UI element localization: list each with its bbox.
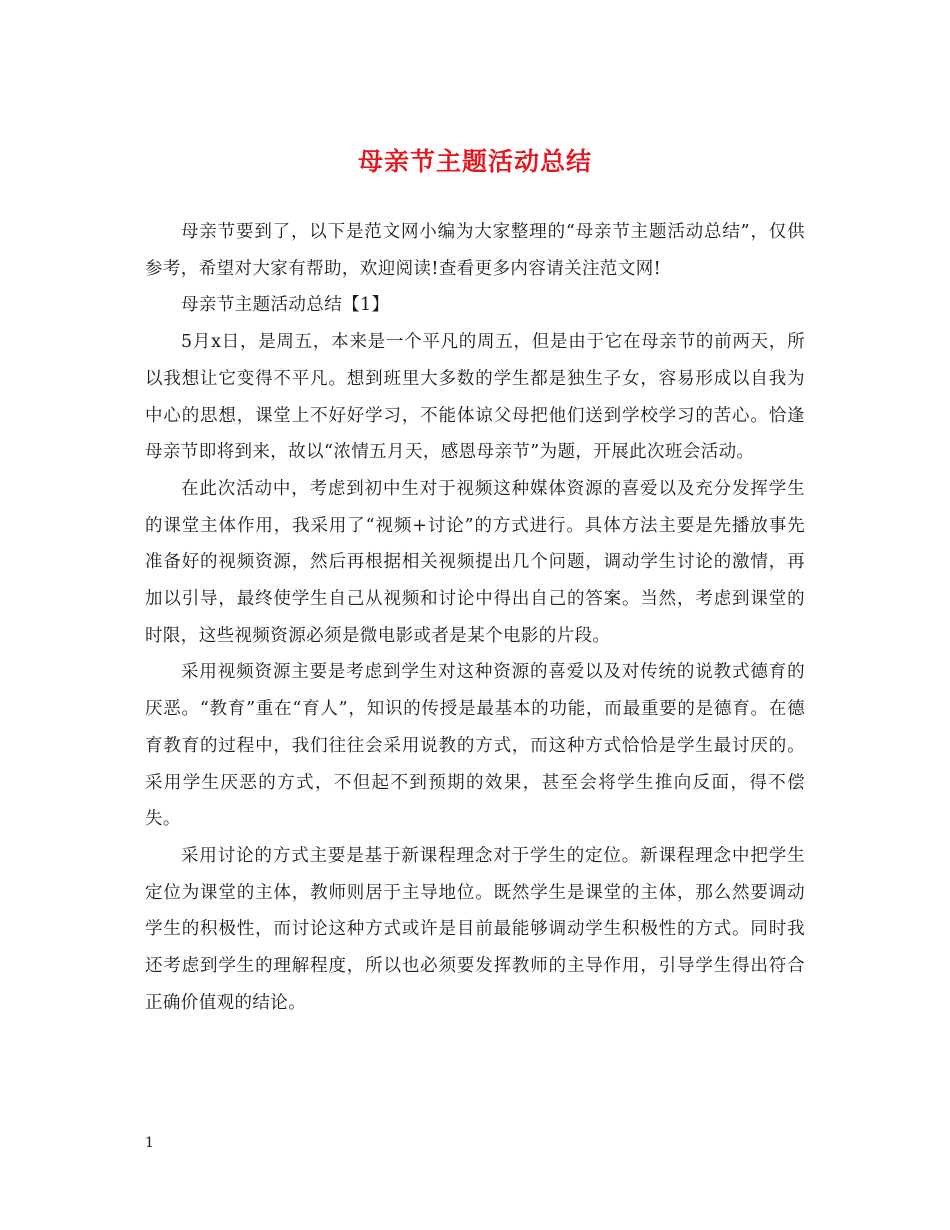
section-heading: 母亲节主题活动总结【1】 — [181, 295, 390, 316]
paragraph-intro: 母亲节要到了，以下是范文网小编为大家整理的“母亲节主题活动总结”，仅供参考，希望对大家有帮助，欢迎阅读!查看更多内容请关注范文网! — [145, 222, 805, 279]
paragraph-4: 采用讨论的方式主要是基于新课程理念对于学生的定位。新课程理念中把学生定位为课堂的主体，教师则居于主导地位。既然学生是课堂的主体，那么然要调动学生的积极性，而讨论这种方式或许是目前最能够调动学生积极性的方式。同时我还考虑到学生的理解程度，所以也必须要发挥教师的主导作用，引导学生得出符合正确价值观的结论。 — [145, 845, 805, 1013]
document-title: 母亲节主题活动总结 — [357, 147, 592, 176]
paragraph-1: 5月x日，是周五，本来是一个平凡的周五，但是由于它在母亲节的前两天，所以我想让它变得不平凡。想到班里大多数的学生都是独生子女，容易形成以自我为中心的思想，课堂上不好好学习，不能体谅父母把他们送到学校学习的苦心。恰逢母亲节即将到来，故以“浓情五月天，感恩母亲节”为题，开展此次班会活动。 — [145, 332, 805, 463]
paragraph-2: 在此次活动中，考虑到初中生对于视频这种媒体资源的喜爱以及充分发挥学生的课堂主体作用，我采用了“视频+讨论”的方式进行。具体方法主要是先播放事先准备好的视频资源，然后再根据相关视频提出几个问题，调动学生讨论的激情，再加以引导，最终使学生自己从视频和讨论中得出自己的答案。当然，考虑到课堂的时限，这些视频资源必须是微电影或者是某个电影的片段。 — [145, 478, 805, 646]
page-number: 1 — [145, 1135, 154, 1151]
paragraph-3: 采用视频资源主要是考虑到学生对这种资源的喜爱以及对传统的说教式德育的厌恶。“教育”重在“育人”，知识的传授是最基本的功能，而最重要的是德育。在德育教育的过程中，我们往往会采用说教的方式，而这种方式恰恰是学生最讨厌的。采用学生厌恶的方式，不但起不到预期的效果，甚至会将学生推向反面，得不偿失。 — [145, 662, 805, 830]
document-body — [145, 214, 805, 1021]
